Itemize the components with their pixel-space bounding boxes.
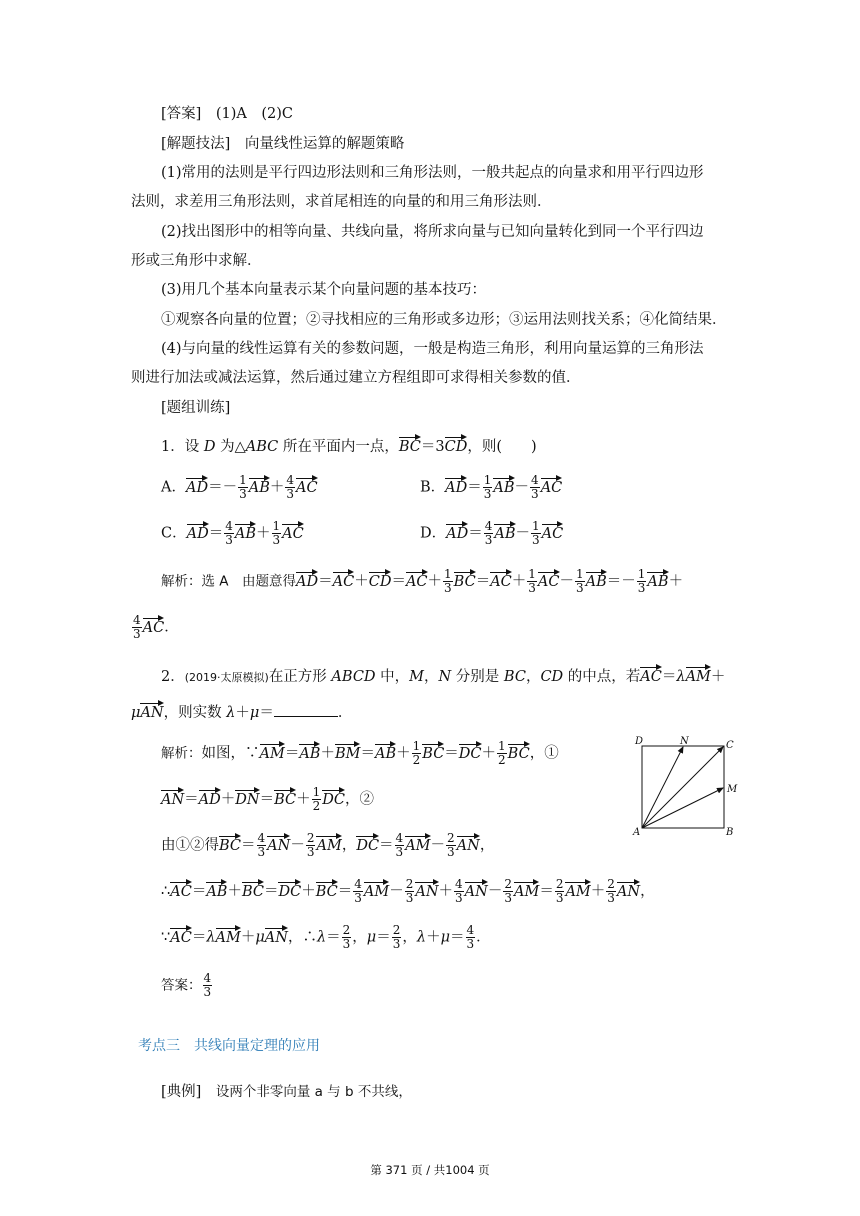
section-title: 考点三 共线向量定理的应用 [138, 1038, 320, 1054]
q2-answer: 答案： $\frac{4}{3}$ [161, 971, 212, 999]
label-n: N [680, 736, 689, 747]
technique-heading [161, 134, 404, 154]
q1-solution-cont: $\frac{4}{3}$ AC． [133, 613, 179, 641]
technique-p1b: 法则，求差用三角形法则，求首尾相连的向量的和用三角形法则． [131, 194, 552, 210]
q2-stem-cont: μAN，则实数 λ＋μ＝ ． [131, 700, 352, 723]
q2-answer-label: 答案： [161, 977, 202, 994]
q2-sol-line1: 解析：如图，∵AM＝AB＋BM＝AB＋ $\frac{1}{2}$ BC＝DC＋ $\frac{1}{2}$ BC，① [161, 739, 559, 767]
label-c: C [726, 740, 734, 751]
square-figure [626, 734, 746, 842]
q1-option-c[interactable]: C．AD＝ $\frac{4}{3}$ AB＋ $\frac{1}{3}$ AC [161, 519, 304, 547]
technique-p4a: (4)与向量的线性运算有关的参数问题，一般是构造三角形，利用向量运算的三角形法 [161, 341, 704, 357]
q1-option-d[interactable]: D．AD＝ $\frac{4}{3}$ AB－ $\frac{1}{3}$ AC [420, 519, 564, 547]
q1-solution: 解析：选 A 由题意得AD＝AC＋CD＝AC＋ $\frac{1}{3}$ BC＝AC＋ $\frac{1}{3}$ AC－ $\frac{1}{3}$ AB＝－ $\frac{1}{3}$ AB＋ [161, 567, 684, 595]
answer-line [161, 104, 293, 124]
q2-sol-line4: ∴AC＝AB＋BC＝DC＋BC＝ $\frac{4}{3}$ AM－ $\frac{2}{3}$ AN＋ $\frac{4}{3}$ AN－ $\frac{2}{3}$ AM＝ $\frac{2}{3}$ AM＋ $\frac{2}{3}$ AN， [161, 877, 655, 905]
vector-ac [642, 747, 723, 828]
answer-label: [答案] [161, 106, 202, 122]
q2-sol-line3: 由①②得BC＝ $\frac{4}{3}$ AN－ $\frac{2}{3}$ AM，DC＝ $\frac{4}{3}$ AM－ $\frac{2}{3}$ AN， [161, 831, 495, 859]
technique-p3: (3)用几个基本向量表示某个向量问题的基本技巧： [161, 282, 487, 298]
q1-stem: 1．设 D 为△ABC 所在平面内一点，BC＝3CD，则( ) [161, 434, 537, 457]
vector-am [642, 788, 723, 828]
technique-title: 向量线性运算的解题策略 [244, 136, 405, 152]
label-d: D [635, 736, 644, 747]
technique-p3-steps: ①观察各向量的位置；②寻找相应的三角形或多边形；③运用法则找关系；④化简结果． [161, 312, 727, 328]
q2-solution-label: 解析： [161, 745, 202, 762]
page-footer: 第 371 页 / 共1004 页 [370, 1163, 490, 1177]
technique-p4b: 则进行加法或减法运算，然后通过建立方程组即可求得相关参数的值． [131, 370, 581, 386]
q1-option-a[interactable]: A．AD＝－ $\frac{1}{3}$ AB＋ $\frac{4}{3}$ AC [161, 473, 318, 501]
example-line [161, 1082, 412, 1102]
label-m: M [727, 784, 738, 795]
q1-option-b[interactable]: B．AD＝ $\frac{1}{3}$ AB－ $\frac{4}{3}$ AC [420, 473, 563, 501]
q2-source: (2019·太原模拟) [184, 671, 269, 684]
training-label: [题组训练] [161, 400, 231, 416]
technique-p2a: (2)找出图形中的相等向量、共线向量，将所求向量与已知向量转化到同一个平行四边 [161, 224, 704, 240]
answer-text: (1)A (2)C [215, 106, 293, 122]
q2-stem: 2．(2019·太原模拟)在正方形 ABCD 中，M，N 分别是 BC，CD 的中点，若AC＝λAM＋ [161, 664, 725, 688]
vector-an [642, 747, 683, 828]
example-text: 设两个非零向量 a 与 b 不共线， [215, 1084, 412, 1100]
technique-label: [解题技法] [161, 136, 231, 152]
label-a: A [633, 827, 641, 838]
example-label: [典例] [161, 1084, 202, 1100]
technique-p1a: (1)常用的法则是平行四边形法则和三角形法则，一般共起点的向量求和用平行四边形 [161, 165, 704, 181]
technique-p2b: 形或三角形中求解． [131, 253, 262, 269]
label-b: B [726, 827, 734, 838]
q2-sol-line5: ∵AC＝λAM＋μAN，∴λ＝ $\frac{2}{3}$ ，μ＝ $\frac{2}{3}$ ，λ＋μ＝ $\frac{4}{3}$ ． [161, 923, 491, 951]
q2-sol-line2: AN＝AD＋DN＝BC＋ $\frac{1}{2}$ DC，② [161, 785, 375, 813]
